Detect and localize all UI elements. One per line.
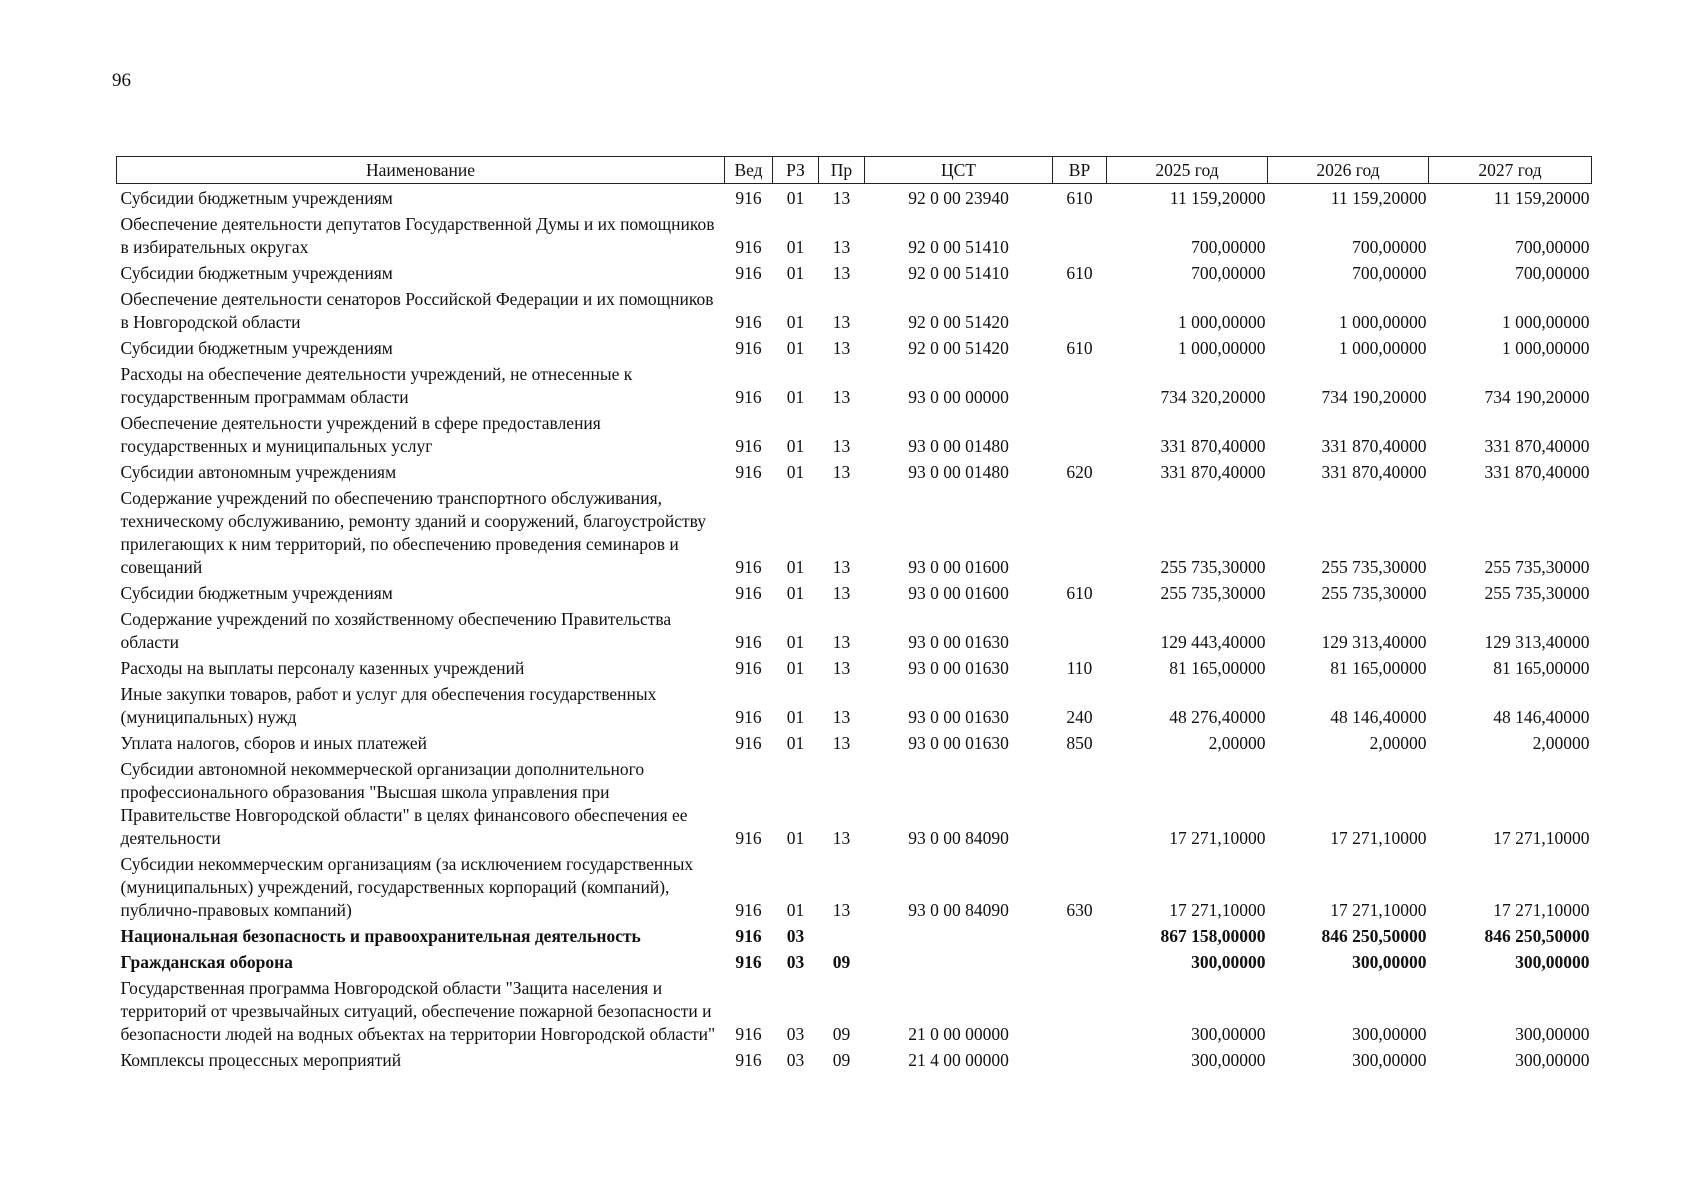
cell-2026: 1 000,00000	[1339, 312, 1427, 332]
header-2026: 2026 год	[1268, 157, 1429, 184]
cell-rz: 01	[786, 583, 805, 603]
header-pr: Пр	[819, 157, 865, 184]
cell-ved: 916	[735, 557, 762, 577]
cell-2027: 255 735,30000	[1484, 583, 1590, 603]
cell-name: Субсидии бюджетным учреждениям	[120, 188, 393, 208]
table-row	[117, 680, 1592, 729]
cell-2026: 300,00000	[1352, 952, 1427, 972]
cell-ved: 916	[735, 263, 762, 283]
cell-pr: 13	[832, 237, 851, 257]
cell-ved: 916	[735, 462, 762, 482]
cell-cst: 93 0 00 01630	[908, 707, 1009, 727]
cell-pr: 09	[832, 1050, 851, 1070]
table-row	[117, 409, 1592, 458]
cell-ved: 916	[735, 237, 762, 257]
header-name: Наименование	[117, 157, 725, 184]
cell-ved: 916	[735, 338, 762, 358]
cell-cst: 92 0 00 51410	[908, 237, 1009, 257]
cell-name: Расходы на выплаты персоналу казенных учреждений	[120, 658, 525, 678]
cell-name: Содержание учреждений по хозяйственному обеспечению Правительства области	[120, 609, 672, 652]
cell-2027: 331 870,40000	[1484, 436, 1590, 456]
cell-2027: 300,00000	[1515, 1050, 1590, 1070]
cell-rz: 01	[786, 733, 805, 753]
cell-ved: 916	[735, 632, 762, 652]
cell-vr: 610	[1066, 338, 1093, 358]
cell-vr: 630	[1066, 900, 1093, 920]
table-row	[117, 360, 1592, 409]
cell-pr: 13	[832, 583, 851, 603]
cell-cst: 93 0 00 84090	[908, 828, 1009, 848]
cell-2025: 11 159,20000	[1169, 188, 1266, 208]
table-row	[117, 184, 1592, 211]
cell-2026: 331 870,40000	[1321, 462, 1427, 482]
cell-2026: 734 190,20000	[1321, 387, 1427, 407]
cell-2025: 300,00000	[1191, 1050, 1266, 1070]
cell-ved: 916	[735, 707, 762, 727]
cell-2027: 1 000,00000	[1502, 312, 1590, 332]
cell-ved: 916	[735, 926, 762, 946]
cell-2025: 1 000,00000	[1178, 338, 1266, 358]
cell-cst	[865, 922, 1053, 948]
table-row	[117, 285, 1592, 334]
cell-2025: 1 000,00000	[1178, 312, 1266, 332]
table-body	[117, 184, 1592, 1073]
cell-2027: 300,00000	[1515, 1024, 1590, 1044]
cell-rz: 01	[786, 263, 805, 283]
cell-2027: 11 159,20000	[1493, 188, 1590, 208]
table-row	[117, 1046, 1592, 1072]
table-row	[117, 259, 1592, 285]
cell-pr: 13	[832, 828, 851, 848]
cell-vr	[1053, 409, 1107, 458]
cell-2026: 700,00000	[1352, 237, 1427, 257]
cell-name: Субсидии автономным учреждениям	[120, 462, 397, 482]
cell-2027: 81 165,00000	[1493, 658, 1590, 678]
cell-2027: 700,00000	[1515, 237, 1590, 257]
cell-2025: 255 735,30000	[1160, 583, 1266, 603]
cell-pr: 13	[832, 263, 851, 283]
cell-rz: 03	[786, 952, 805, 972]
cell-name: Национальная безопасность и правоохранительная деятельность	[120, 926, 641, 946]
cell-ved: 916	[735, 188, 762, 208]
cell-name: Субсидии бюджетным учреждениям	[120, 263, 393, 283]
header-vr: ВР	[1053, 157, 1107, 184]
header-2025: 2025 год	[1107, 157, 1268, 184]
cell-rz: 01	[786, 312, 805, 332]
table-row	[117, 334, 1592, 360]
table-row	[117, 605, 1592, 654]
cell-name: Субсидии бюджетным учреждениям	[120, 338, 393, 358]
cell-ved: 916	[735, 387, 762, 407]
cell-cst: 93 0 00 01600	[908, 557, 1009, 577]
cell-pr: 13	[832, 188, 851, 208]
cell-rz: 01	[786, 900, 805, 920]
cell-2027: 700,00000	[1515, 263, 1590, 283]
cell-vr	[1053, 1046, 1107, 1072]
cell-pr: 13	[832, 707, 851, 727]
cell-2026: 48 146,40000	[1330, 707, 1427, 727]
table-row	[117, 974, 1592, 1046]
cell-2025: 734 320,20000	[1160, 387, 1266, 407]
cell-2026: 129 313,40000	[1321, 632, 1427, 652]
cell-vr	[1053, 755, 1107, 850]
cell-2026: 300,00000	[1352, 1024, 1427, 1044]
cell-cst: 21 4 00 00000	[908, 1050, 1009, 1070]
cell-pr: 13	[832, 312, 851, 332]
cell-2025: 129 443,40000	[1160, 632, 1266, 652]
cell-vr: 110	[1066, 658, 1093, 678]
cell-rz: 01	[786, 436, 805, 456]
cell-pr: 09	[832, 952, 851, 972]
cell-2027: 331 870,40000	[1484, 462, 1590, 482]
budget-table	[116, 156, 1592, 1072]
cell-name: Государственная программа Новгородской области "Защита населения и территорий от чрезвычайных ситуаций, обеспечение пожарной безопасности и безопасности людей на водных объектах на территории Новгородской области"	[120, 978, 716, 1044]
cell-2025: 300,00000	[1191, 952, 1266, 972]
cell-cst: 92 0 00 23940	[908, 188, 1009, 208]
cell-cst: 93 0 00 84090	[908, 900, 1009, 920]
cell-2027: 734 190,20000	[1484, 387, 1590, 407]
cell-rz: 01	[786, 387, 805, 407]
cell-2026: 11 159,20000	[1330, 188, 1427, 208]
cell-pr: 13	[832, 338, 851, 358]
cell-name: Обеспечение деятельности сенаторов Российской Федерации и их помощников в Новгородской области	[120, 289, 714, 332]
table-row	[117, 729, 1592, 755]
cell-name: Гражданская оборона	[120, 952, 293, 972]
cell-2027: 48 146,40000	[1493, 707, 1590, 727]
cell-2027: 846 250,50000	[1484, 926, 1590, 946]
cell-2026: 1 000,00000	[1339, 338, 1427, 358]
cell-ved: 916	[735, 1024, 762, 1044]
cell-cst: 92 0 00 51410	[908, 263, 1009, 283]
cell-cst: 21 0 00 00000	[908, 1024, 1009, 1044]
cell-pr: 13	[832, 462, 851, 482]
cell-vr	[1053, 605, 1107, 654]
cell-2025: 255 735,30000	[1160, 557, 1266, 577]
cell-2026: 81 165,00000	[1330, 658, 1427, 678]
cell-vr: 610	[1066, 263, 1093, 283]
cell-ved: 916	[735, 658, 762, 678]
cell-vr: 610	[1066, 188, 1093, 208]
cell-cst: 93 0 00 00000	[908, 387, 1009, 407]
cell-cst: 93 0 00 01480	[908, 462, 1009, 482]
table-row	[117, 484, 1592, 579]
cell-rz: 01	[786, 658, 805, 678]
cell-vr	[1053, 484, 1107, 579]
cell-cst: 92 0 00 51420	[908, 312, 1009, 332]
cell-2025: 2,00000	[1208, 733, 1266, 753]
cell-name: Обеспечение деятельности учреждений в сфере предоставления государственных и муниципальных услуг	[120, 413, 601, 456]
cell-name: Субсидии автономной некоммерческой организации дополнительного профессионального образования "Высшая школа управления при Правительстве Новгородской области" в целях финансового обеспечения ее деятельности	[120, 759, 688, 848]
cell-2025: 81 165,00000	[1169, 658, 1266, 678]
cell-cst: 92 0 00 51420	[908, 338, 1009, 358]
cell-2027: 1 000,00000	[1502, 338, 1590, 358]
budget-table-container	[116, 156, 1590, 1072]
cell-ved: 916	[735, 828, 762, 848]
cell-2025: 17 271,10000	[1169, 828, 1266, 848]
cell-vr: 850	[1066, 733, 1093, 753]
cell-vr: 610	[1066, 583, 1093, 603]
header-ved: Вед	[725, 157, 773, 184]
cell-ved: 916	[735, 952, 762, 972]
cell-pr: 13	[832, 387, 851, 407]
cell-name: Обеспечение деятельности депутатов Государственной Думы и их помощников в избирательных округах	[120, 214, 715, 257]
cell-2027: 2,00000	[1532, 733, 1590, 753]
cell-2026: 300,00000	[1352, 1050, 1427, 1070]
cell-2025: 867 158,00000	[1160, 926, 1266, 946]
cell-vr	[1053, 922, 1107, 948]
cell-rz: 01	[786, 188, 805, 208]
cell-ved: 916	[735, 900, 762, 920]
cell-2026: 331 870,40000	[1321, 436, 1427, 456]
header-2027: 2027 год	[1429, 157, 1592, 184]
cell-ved: 916	[735, 583, 762, 603]
cell-2026: 255 735,30000	[1321, 583, 1427, 603]
table-row	[117, 922, 1592, 948]
cell-2025: 331 870,40000	[1160, 436, 1266, 456]
cell-cst: 93 0 00 01630	[908, 733, 1009, 753]
cell-2027: 17 271,10000	[1493, 828, 1590, 848]
cell-2025: 331 870,40000	[1160, 462, 1266, 482]
cell-pr	[819, 922, 865, 948]
cell-pr: 13	[832, 733, 851, 753]
cell-pr: 13	[832, 658, 851, 678]
cell-cst: 93 0 00 01480	[908, 436, 1009, 456]
cell-rz: 03	[786, 1050, 805, 1070]
cell-2026: 255 735,30000	[1321, 557, 1427, 577]
cell-cst: 93 0 00 01600	[908, 583, 1009, 603]
cell-name: Содержание учреждений по обеспечению транспортного обслуживания, техническому обслуживанию, ремонту зданий и сооружений, благоустройству прилегающих к ним территорий, по обеспечению проведения семинаров и совещаний	[120, 488, 707, 577]
cell-pr: 13	[832, 557, 851, 577]
cell-ved: 916	[735, 733, 762, 753]
cell-2025: 48 276,40000	[1169, 707, 1266, 727]
cell-vr	[1053, 974, 1107, 1046]
cell-ved: 916	[735, 1050, 762, 1070]
cell-vr: 240	[1066, 707, 1093, 727]
cell-name: Субсидии некоммерческим организациям (за исключением государственных (муниципальных) учреждений, государственных корпораций (компаний), публично-правовых компаний)	[120, 854, 694, 920]
cell-pr: 13	[832, 436, 851, 456]
cell-2025: 300,00000	[1191, 1024, 1266, 1044]
cell-rz: 01	[786, 237, 805, 257]
page-number: 96	[112, 70, 131, 91]
cell-rz: 01	[786, 338, 805, 358]
cell-2027: 255 735,30000	[1484, 557, 1590, 577]
cell-cst: 93 0 00 01630	[908, 632, 1009, 652]
table-row	[117, 458, 1592, 484]
cell-rz: 01	[786, 557, 805, 577]
cell-rz: 01	[786, 707, 805, 727]
cell-pr: 13	[832, 632, 851, 652]
cell-2026: 17 271,10000	[1330, 900, 1427, 920]
cell-2026: 17 271,10000	[1330, 828, 1427, 848]
cell-pr: 09	[832, 1024, 851, 1044]
cell-vr: 620	[1066, 462, 1093, 482]
table-header	[117, 157, 1592, 184]
table-row	[117, 755, 1592, 850]
cell-ved: 916	[735, 436, 762, 456]
cell-2027: 129 313,40000	[1484, 632, 1590, 652]
cell-2027: 17 271,10000	[1493, 900, 1590, 920]
cell-vr	[1053, 360, 1107, 409]
cell-2026: 700,00000	[1352, 263, 1427, 283]
cell-cst: 93 0 00 01630	[908, 658, 1009, 678]
table-row	[117, 210, 1592, 259]
cell-name: Комплексы процессных мероприятий	[120, 1050, 402, 1070]
cell-name: Иные закупки товаров, работ и услуг для обеспечения государственных (муниципальных) нужд	[120, 684, 657, 727]
cell-ved: 916	[735, 312, 762, 332]
table-row	[117, 948, 1592, 974]
cell-name: Расходы на обеспечение деятельности учреждений, не отнесенные к государственным программам области	[120, 364, 633, 407]
header-cst: ЦСТ	[865, 157, 1053, 184]
cell-2025: 700,00000	[1191, 263, 1266, 283]
table-row	[117, 579, 1592, 605]
cell-2025: 17 271,10000	[1169, 900, 1266, 920]
cell-rz: 01	[786, 632, 805, 652]
cell-name: Уплата налогов, сборов и иных платежей	[120, 733, 427, 753]
cell-2026: 2,00000	[1369, 733, 1427, 753]
cell-cst	[865, 948, 1053, 974]
cell-vr	[1053, 948, 1107, 974]
cell-vr	[1053, 210, 1107, 259]
table-row	[117, 850, 1592, 922]
cell-2026: 846 250,50000	[1321, 926, 1427, 946]
table-row	[117, 654, 1592, 680]
cell-rz: 03	[786, 1024, 805, 1044]
cell-rz: 03	[786, 926, 805, 946]
cell-vr	[1053, 285, 1107, 334]
header-rz: РЗ	[773, 157, 819, 184]
cell-rz: 01	[786, 828, 805, 848]
cell-pr: 13	[832, 900, 851, 920]
cell-2027: 300,00000	[1515, 952, 1590, 972]
cell-rz: 01	[786, 462, 805, 482]
cell-2025: 700,00000	[1191, 237, 1266, 257]
cell-name: Субсидии бюджетным учреждениям	[120, 583, 393, 603]
